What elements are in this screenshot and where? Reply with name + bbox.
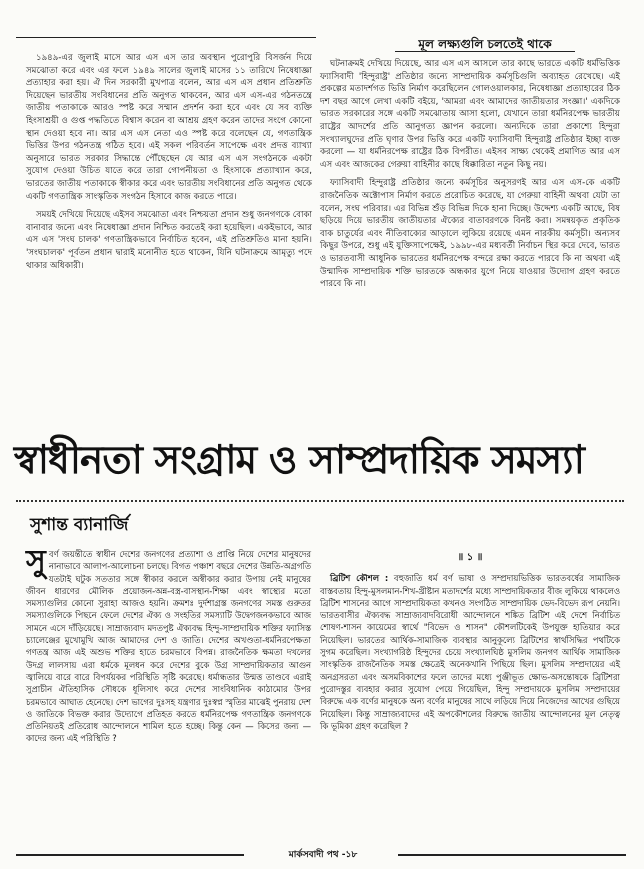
article-right-paragraph bbox=[320, 572, 620, 732]
top-right-column bbox=[320, 58, 620, 297]
section-number: ॥ ১ ॥ bbox=[457, 552, 483, 563]
article-author: সুশান্ত ব্যানার্জি bbox=[30, 515, 129, 535]
section-lead: ব্রিটিশ কৌশল : bbox=[330, 573, 389, 584]
right-heading-underline bbox=[395, 51, 575, 52]
right-column-heading: মূল লক্ষ্যগুলি চলতেই থাকে bbox=[418, 37, 552, 51]
top-left-paragraph: ১৯৪৯-এর জুলাই মাসে আর এস এস তার অবস্থান পুরোপুরি বিসর্জন দিয়ে সমঝোতা করে এবং এর ফলে ১৯৪৯ সালের জুলাই মাসের ১১ তারিখে নিষেধাজ্ঞা প্রত্যাহার করা হয়। ঐ দিন সরকারী মুখপাত্র বলেন, আর এস এস প্রধান প্রতিশ্রুতি দিয়েছেন ভারতীয় সংবিধানের প্রতি অনুগত থাকবেন, আর এস এস-এর গঠনতন্ত্রে জাতীয় পতাকাকে আরও স্পষ্ট করে সম্মান প্রদর্শন করা হবে এবং যে সব ব্যক্তি হিংসাশ্রয়ী ও গুপ্ত পদ্ধতিতে বিশ্বাস করেন বা আশ্রয় গ্রহণ করেন তাদের সংগে কোনো স্থান দেওয়া হবে না। আর এস এস নেতা এও স্পষ্ট করে বলেছেন যে, গণতান্ত্রিক ভিত্তির উপর গঠনতন্ত্র গঠিত হবে। এই সকল পরিবর্তন সাপেক্ষে এবং প্রদত্ত ব্যাখ্যা অনুসারে ভারত সরকার সিদ্ধান্তে পৌঁছেছেন যে আর এস এস সংগঠনকে একটা সুযোগ দেওয়া উচিত যাতে করে তারা গোপনীয়তা ও হিংসাকে প্রত্যাখ্যান করে, ভারতের জাতীয় পতাকাকে স্বীকার করে এবং ভারতীয় সংবিধানের প্রতি অনুগত থেকে একটি গণতান্ত্রিক সাংস্কৃতিক সংগঠন হিসাবে কাজ করতে পারে। bbox=[26, 53, 312, 202]
footer-rule-right bbox=[398, 854, 626, 856]
top-left-paragraph: সময়ই দেখিয়ে দিয়েছে এইসব সমঝোতা এবং নিশ্চয়তা প্রদান শুধু জনগণকে বোকা বানাবার জন্যে এবং নিষেধাজ্ঞা প্রদান নিশ্চিত করতেই করা হয়েছিল। একইভাবে, আর এস এস 'সংঘ চালক' গণতান্ত্রিকভাবে নির্বাচিত হবেন, এই প্রতিশ্রুতিও মানা হয়নি। 'সংঘচালক' পূর্বতন প্রধান দ্বারাই মনোনীত হতে থাকেন, যিনি ঘটনাক্রমে আমৃত্যু পদে থাকার অধিকারী। bbox=[26, 210, 312, 271]
article-left-text: বর্ণ জয়ন্তীতে স্বাধীন দেশের জনগণের প্রত্যাশা ও প্রাপ্তি নিয়ে দেশের মানুষদের নানাভাবে আলাপ-আলোচনা চলছে। বিগত পঞ্চাশ বছরে দেশের উন্নতি-অগ্রগতি যতটাই ঘটুক সততার সঙ্গে স্বীকার করলে অস্বীকার করার উপায় নেই মানুষের জীবন ধারণের মৌলিক প্রয়োজন-অন্ন-বস্ত্র-বাসস্থান-শিক্ষা এবং স্বাস্থ্যের মতো সমস্যাগুলির কোনো সুরাহা আজও হয়নি। ক্রমশঃ দুর্দশাগ্রস্ত জনগণের সমস্ত গুরুতর সমস্যাগুলিকে পিছনে ফেলে দেশের ঐক্য ও সংহতির সমস্যাটি উদ্বেগজনকভাবে আজ সামনে এসে দাঁড়িয়েছে। সাম্রাজ্যবাদ মদতপুষ্ট ঐক্যবদ্ধ হিন্দু-সাম্প্রদায়িক শক্তির ফ্যাসিস্ত চ্যালেঞ্জের মুখোমুখি আজ আমাদের দেশ ও জাতি। দেশের অখণ্ডতা-ধর্মনিরপেক্ষতা গণতন্ত্র আজ এই অশুভ শক্তির হাতে চরমভাবে বিপন্ন। রাজনৈতিক ক্ষমতা দখলের উদগ্র লালসায় এরা ধর্মকে মূলধন করে দেশের বুকে উগ্র সাম্প্রদায়িকতার আগুন জ্বালিয়ে বারে বারে বিপর্যয়কর পরিস্থিতি সৃষ্টি করেছে। ধর্মান্ধতার উন্মত্ত তাণ্ডবে এরাই সুপ্রাচীন ঐতিহাসিক সৌধকে ধূলিসাৎ করে দেশের সাংবিধানিক কাঠামোর উপর চরমভাবে আঘাত হেনেছে। দেশ ভাগের দুঃসহ যন্ত্রণার দুঃস্বপ্ন স্মৃতির মাঝেই পুনরায় দেশ ও জাতিকে বিভক্ত করার উদ্যোগে প্রতিহত করতে ধর্মনিরপেক্ষ গণতান্ত্রিক জনগণকে প্রতিনিয়তই প্রতিরোধ আন্দোলনে শামিল হতে হচ্ছে। কিন্তু কেন — কিসের জন্য — কাদের জন্য এই পরিস্থিতি ? bbox=[26, 549, 311, 744]
article-left-column bbox=[26, 544, 311, 751]
page-footer: মার্কসবাদী পথ -১৮ bbox=[288, 850, 358, 860]
article-right-text: বহুজাতি ধর্ম বর্ণ ভাষা ও সম্প্রদায়ভিত্তিক ভারতবর্ষের সামাজিক বাস্তবতায় হিন্দু-মুসলমান-শিখ-খ্রীষ্টান মতাদর্শের মধ্যে সাম্প্রদায়িকতার বীজ লুকিয়ে থাকলেও ব্রিটিশ শাসনের আগে সাম্প্রদায়িকতা কখনও সংগঠিত সাম্প্রদায়িক ভেদ-বিভেদ রূপ নেয়নি। ভারতবাসীর ঐক্যবদ্ধ সাম্রাজ্যবাদবিরোধী আন্দোলনে শঙ্কিত ব্রিটিশ এই দেশে নির্বাচিত শোষণ-শাসন কায়েমের স্বার্থে "বিভেদ ও শাসন" কৌশলটিকেই উপযুক্ত হাতিয়ার করে নিয়েছিল। ভারতের আর্থিক-সামাজিক ব্যবস্থার আনুকূল্যে ব্রিটিশের স্বার্থসিদ্ধির পথটিকে সুগম করেছিল। সংখ্যাগরিষ্ঠ হিন্দুদের চেয়ে সংখ্যালঘিষ্ঠ মুসলিম জনগণ আর্থিক সামাজিক সাংস্কৃতিক রাজনৈতিক সমস্ত ক্ষেত্রেই অনেকখানি পিছিয়ে ছিল। মুসলিম সম্প্রদায়ের এই অনগ্রসরতা এবং অসমবিকাশের ফলে তাদের মধ্যে পুঞ্জীভূত ক্ষোভ-অসন্তোষকে ব্রিটিশরা পুরোদস্তুর ব্যবহার করার সুযোগ পেয়ে গিয়েছিল, হিন্দু সম্প্রদায়কে মুসলিম সম্প্রদায়ের বিরুদ্ধে এক বর্ণের মানুষকে অন্য বর্ণের মানুষের সাথে লড়িয়ে দিয়ে নিজেদের আখের গুছিয়ে নিয়েছিল। কিন্তু সাম্রাজ্যবাদের এই অপকৌশলের বিরুদ্ধে জাতীয় আন্দোলনের মূল নেতৃত্ব কি ভূমিকা গ্রহণ করেছিল ? bbox=[320, 573, 620, 731]
top-right-paragraph: ফ্যাসিবাদী হিন্দুরাষ্ট্র প্রতিষ্ঠার জন্যে কর্মসূচির অনুসরণই আর এস এস-কে একটি রাজনৈতিক অক্টোপাস নির্মাণ করতে প্ররোচিত করেছে, যা গেরুয়া বাহিনী অথবা যেটা তা বলেন, সংঘ পরিবার। এর বিভিন্ন শুঁড় বিভিন্ন দিকে হানা দিচ্ছে। উদ্দেশ্য একটি আছে, বিষ ছড়িয়ে দিয়ে ভারতীয় জাতীয়তার ঐক্যের বাতাবরণকে বিনষ্ট করা। সমন্বয়কৃত প্রকৃতিক বাক চাতুর্যের এবং নীতিবাক্যের আড়ালে লুকিয়ে রয়েছে এমন নারকীয় কর্মসূচী। অন্যসব কিছুর উপরে, শুধু এই যুক্তিসাপেক্ষেই, ১৯৯৮-এর মধ্যবর্তী নির্বাচন স্থির করে দেবে, ভারত ও ভারতবাসী আধুনিক ভারতের ধর্মনিরপেক্ষ বন্দরে রক্ষা করতে পারবে কি না অথবা এই উন্মাদিক সাম্প্রদায়িক শক্তি ভারতকে অন্ধকার যুগে নিয়ে যাওয়ার উদ্যোগ গ্রহণ করতে পারবে কি না। bbox=[320, 178, 620, 290]
article-left-paragraph bbox=[26, 544, 311, 745]
top-right-paragraph: ঘটনাক্রমই দেখিয়ে দিয়েছে, আর এস এস আসলে তার কাছে ভারতে একটি ধর্মভিত্তিক ফ্যাসিবাদী 'হিন্দুরাষ্ট্র' প্রতিষ্ঠার জন্যে সাম্প্রদায়িক কর্মসূচিগুলি অব্যাহত রেখেছে। এই প্রকল্পের মতাদর্শগত ভিত্তি নির্মাণ করেছিলেন গোলওয়ালকার, নিষেধাজ্ঞা প্রত্যাহারের ঠিক দশ বছর আগে লেখা একটি বইয়ে, 'আমরা এবং আমাদের জাতীয়তার সংজ্ঞা।' একদিকে ভারত সরকারের সঙ্গে একটি সমঝোতায় আসা হলো, যেখানে তারা ধর্মনিরপেক্ষ ভারতীয় রাষ্ট্রের আদর্শের প্রতি আনুগত্য জ্ঞাপন করলো। অন্যদিকে তারা প্রকাশ্যে হিন্দুরা সংখ্যালঘুদের প্রতি ঘৃণার উপর ভিত্তি করে একটি ফ্যাসিবাদী হিন্দুরাষ্ট্র প্রতিষ্ঠার ইচ্ছা ব্যক্ত করলো — যা ধর্মনিরপেক্ষ রাষ্ট্রের ঠিক বিপরীত। এইসব সাক্ষ্য থেকেই প্রমাণিত আর এস এস এবং আজকের গেরুয়া বাহিনীর কাছে ধিক্কারিতা নতুন কিছু নয়। bbox=[320, 59, 620, 170]
article-title: স্বাধীনতা সংগ্রাম ও সাম্প্রদায়িক সমস্যা bbox=[14, 437, 584, 483]
top-left-column bbox=[26, 52, 312, 278]
top-box-rule bbox=[16, 37, 316, 38]
title-divider bbox=[16, 500, 624, 502]
article-right-column bbox=[320, 548, 620, 738]
drop-cap: সু bbox=[26, 544, 46, 579]
footer-rule-left bbox=[16, 854, 244, 856]
